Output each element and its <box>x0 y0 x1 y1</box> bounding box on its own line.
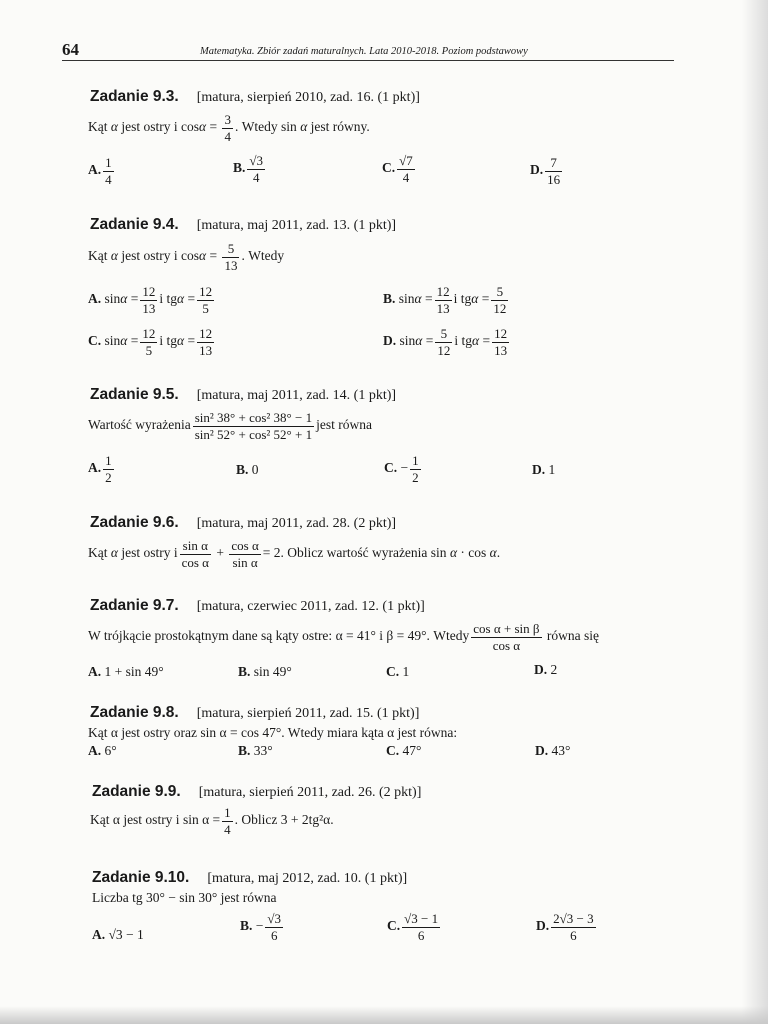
option-a: A. √3 − 1 <box>92 927 144 942</box>
task-9-3-heading <box>90 88 420 106</box>
task-9-10-heading: Zadanie 9.10. [matura, maj 2012, zad. 10. (1 pkt)] <box>92 869 408 886</box>
option-b: B. 33° <box>238 743 273 758</box>
option-c: C. − $\frac{1}{2}$ <box>384 453 419 485</box>
fraction: $\frac{3}{4}$ <box>224 112 231 144</box>
task-number: Zadanie 9.3. <box>90 88 179 105</box>
option-c: C. 1 <box>386 664 410 679</box>
option-b: B. sinα = $\frac{12}{13}$ i tgα = $\frac{5}{12}$ <box>383 284 507 316</box>
page-number: 64 <box>62 40 79 59</box>
task-9-8-stem: Kąt α jest ostry oraz sin α = cos 47°. Wtedy miara kąta α jest równa: <box>88 725 458 740</box>
option-a: A. $\frac{1}{2}$ <box>88 453 112 485</box>
task-9-7-stem: W trójkącie prostokątnym dane są kąty ostre: α = 41° i β = 49°. Wtedy $\frac{\text{cos α + sin β}}{\text{cos α}}$ równa się <box>88 621 600 653</box>
running-title: Matematyka. Zbiór zadań maturalnych. Lata 2010-2018. Poziom podstawowy <box>200 46 528 57</box>
option-d: D. 1 <box>532 462 556 477</box>
task-source: [matura, sierpień 2010, zad. 16. (1 pkt)] <box>196 90 420 105</box>
task-9-9-stem: Kąt α jest ostry i sin α = $\frac{1}{4}$ . Oblicz 3 + 2tg²α. <box>90 805 334 837</box>
option-b: B. sin 49° <box>238 664 292 679</box>
option-c: C. sinα = $\frac{12}{5}$ i tgα = $\frac{12}{13}$ <box>88 326 213 358</box>
option-d: D. $\frac{2√3 - 3}{6}$ <box>536 911 594 943</box>
header-rule <box>62 60 674 61</box>
task-9-7-heading: Zadanie 9.7. [matura, czerwiec 2011, zad. 12. (1 pkt)] <box>90 597 425 614</box>
option-d: D. $\frac{7}{16}$ <box>530 155 561 187</box>
task-9-4-heading: Zadanie 9.4. [matura, maj 2011, zad. 13. (1 pkt)] <box>90 216 397 233</box>
option-a: A. $\frac{1}{4}$ <box>88 155 112 187</box>
task-9-5-heading: Zadanie 9.5. [matura, maj 2011, zad. 14. (1 pkt)] <box>90 386 397 403</box>
task-9-8-heading: Zadanie 9.8. [matura, sierpień 2011, zad. 15. (1 pkt)] <box>90 704 420 721</box>
task-9-9-heading: Zadanie 9.9. [matura, sierpień 2011, zad. 26. (2 pkt)] <box>92 783 422 800</box>
task-9-4-stem: Kąt α jest ostry i cosα = $\frac{5}{13}$ . Wtedy <box>88 241 285 273</box>
option-d: D. sinα = $\frac{5}{12}$ i tgα = $\frac{12}{13}$ <box>383 326 508 358</box>
task-9-10-stem: Liczba tg 30° − sin 30° jest równa <box>92 890 277 905</box>
option-b: B. $\frac{√3}{4}$ <box>233 153 264 185</box>
task-9-6-heading: Zadanie 9.6. [matura, maj 2011, zad. 28. (2 pkt)] <box>90 514 397 531</box>
option-c: C. 47° <box>386 743 422 758</box>
task-9-6-stem: Kąt α jest ostry i $\frac{\text{sin α}}{\text{cos α}}$ + $\frac{\text{cos α}}{\text{sin α}}$ = 2. Oblicz wartość wyrażenia sin α · cos α. <box>88 538 501 570</box>
page-bottom-shadow <box>0 1006 768 1024</box>
option-b: B. 0 <box>236 462 259 477</box>
option-d: D. 2 <box>534 662 558 677</box>
option-a: A. 1 + sin 49° <box>88 664 164 679</box>
task-9-3-stem: Kąt α jest ostry i cosα = $\frac{3}{4}$ . Wtedy sin α jest równy. <box>88 112 370 144</box>
option-c: C. $\frac{√7}{4}$ <box>382 153 413 185</box>
option-a: A. 6° <box>88 743 117 758</box>
option-a: A. sinα = $\frac{12}{13}$ i tgα = $\frac{12}{5}$ <box>88 284 213 316</box>
option-c: C. $\frac{√3 - 1}{6}$ <box>387 911 439 943</box>
option-b: B. − $\frac{√3}{6}$ <box>240 911 282 943</box>
page-edge-shadow <box>742 0 768 1024</box>
option-d: D. 43° <box>535 743 571 758</box>
task-9-5-stem: Wartość wyrażenia $\frac{\text{sin² 38° + cos² 38° − 1}}{\text{sin² 52° + cos² 52° + 1}}$ jest równa <box>88 410 372 442</box>
